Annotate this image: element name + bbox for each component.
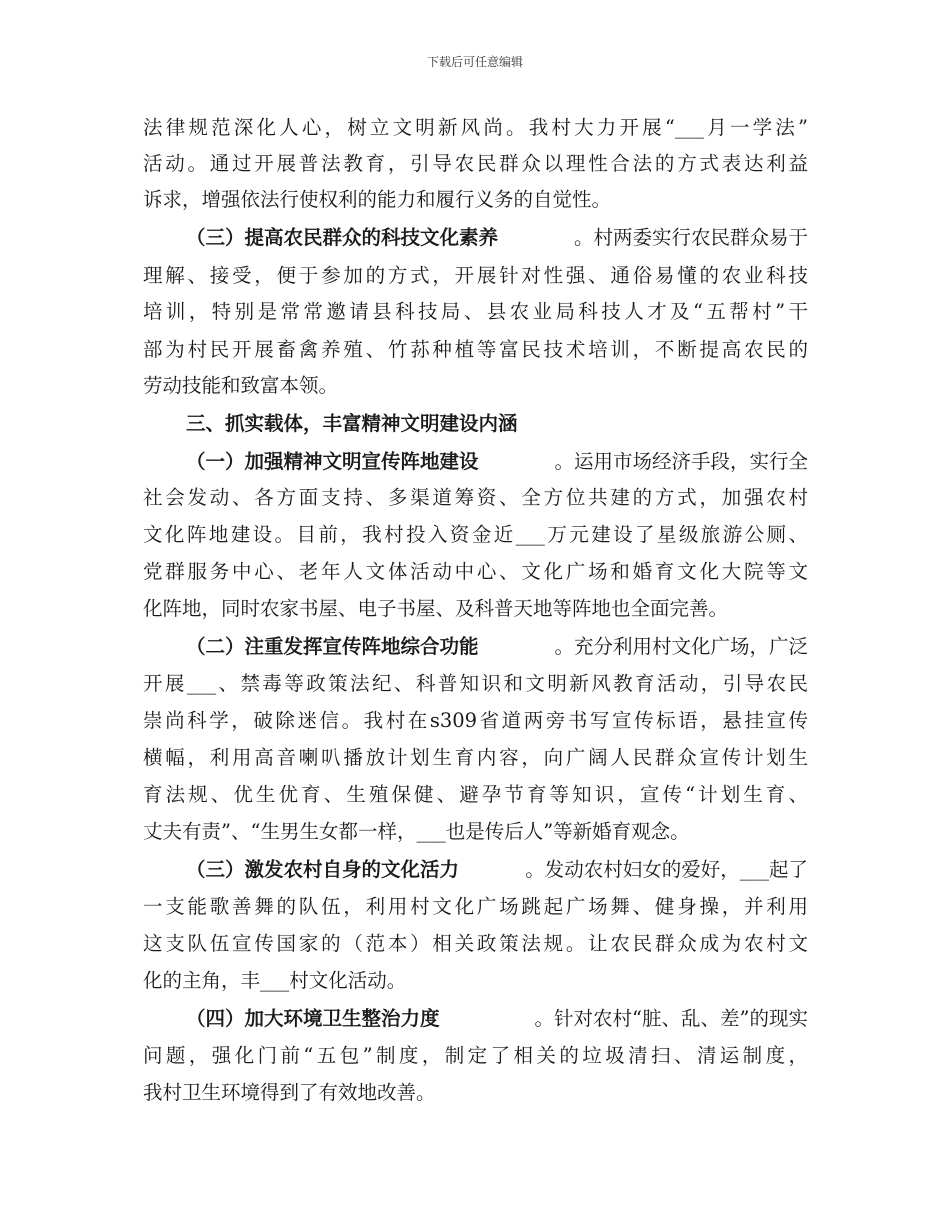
paragraph-text: 。村两委实行农民群众易于 [573, 226, 808, 249]
text-line: 育法规、优生优育、生殖保健、避孕节育等知识，宣传“计划生育、 [143, 783, 808, 806]
paragraph-text: 。发动农村妇女的爱好，___起了 [525, 858, 808, 881]
paragraph-heading: （三）提高农民群众的科技文化素养 [186, 226, 499, 249]
text-line: 横幅，利用高音喇叭播放计划生育内容，向广阔人民群众宣传计划生 [143, 746, 808, 769]
text-line: 问题，强化门前“五包”制度，制定了相关的垃圾清扫、清运制度， [143, 1044, 808, 1067]
text-line: 化阵地，同时农家书屋、电子书屋、及科普天地等阵地也全面完善。 [143, 597, 729, 620]
page-header: 下载后可任意编辑 [426, 55, 523, 69]
text-line: 党群服务中心、老年人文体活动中心、文化广场和婚育文化大院等文 [143, 560, 808, 583]
paragraph-heading: （一）加强精神文明宣传阵地建设 [186, 450, 479, 473]
text-line: 活动。通过开展普法教育，引导农民群众以理性合法的方式表达利益 [143, 152, 808, 175]
paragraph-heading: （二）注重发挥宣传阵地综合功能 [186, 635, 479, 658]
text-line: 化的主角，丰___村文化活动。 [143, 969, 407, 992]
text-line: 社会发动、各方面支持、多渠道筹资、全方位共建的方式，加强农村 [143, 486, 808, 509]
text-line: 开展___、禁毒等政策法纪、科普知识和文明新风教育活动，引导农民 [143, 672, 808, 695]
paragraph-text: 。充分利用村文化广场，广泛 [554, 635, 808, 658]
paragraph-text: 。针对农村“脏、乱、差”的现实 [534, 1007, 808, 1030]
text-line: 丈夫有责”、“生男生女都一样，___也是传后人”等新婚育观念。 [143, 820, 690, 843]
text-line: 文化阵地建设。目前，我村投入资金近___万元建设了星级旅游公厕、 [143, 523, 808, 546]
text-line: 理解、接受，便于参加的方式，开展针对性强、通俗易懂的农业科技 [143, 264, 808, 287]
paragraph-head [186, 447, 808, 477]
text-line: 劳动技能和致富本领。 [143, 374, 339, 397]
paragraph-head [186, 855, 808, 885]
text-line: 崇尚科学，破除迷信。我村在s309省道两旁书写宣传标语，悬挂宣传 [143, 709, 808, 732]
text-line: 一支能歌善舞的队伍，利用村文化广场跳起广场舞、健身操，并利用 [143, 895, 808, 918]
text-line: 诉求，增强依法行使权利的能力和履行义务的自觉性。 [143, 188, 612, 211]
paragraph-heading: （三）激发农村自身的文化活力 [186, 858, 460, 881]
text-line: 我村卫生环境得到了有效地改善。 [143, 1081, 436, 1104]
paragraph-heading: （四）加大环境卫生整治力度 [186, 1007, 440, 1030]
text-line: 部为村民开展畜禽养殖、竹荪种植等富民技术培训，不断提高农民的 [143, 338, 808, 361]
text-line: 这支队伍宣传国家的（范本）相关政策法规。让农民群众成为农村文 [143, 932, 808, 955]
paragraph-head [186, 632, 808, 662]
paragraph-head [186, 1004, 808, 1034]
paragraph-head [186, 223, 808, 253]
section-heading: 三、抓实载体，丰富精神文明建设内涵 [186, 412, 518, 435]
text-line: 法律规范深化人心，树立文明新风尚。我村大力开展“___月一学法” [143, 116, 808, 139]
paragraph-text: 。运用市场经济手段，实行全 [554, 450, 808, 473]
text-line: 培训，特别是常常邀请县科技局、县农业局科技人才及“五帮村”干 [143, 300, 808, 323]
